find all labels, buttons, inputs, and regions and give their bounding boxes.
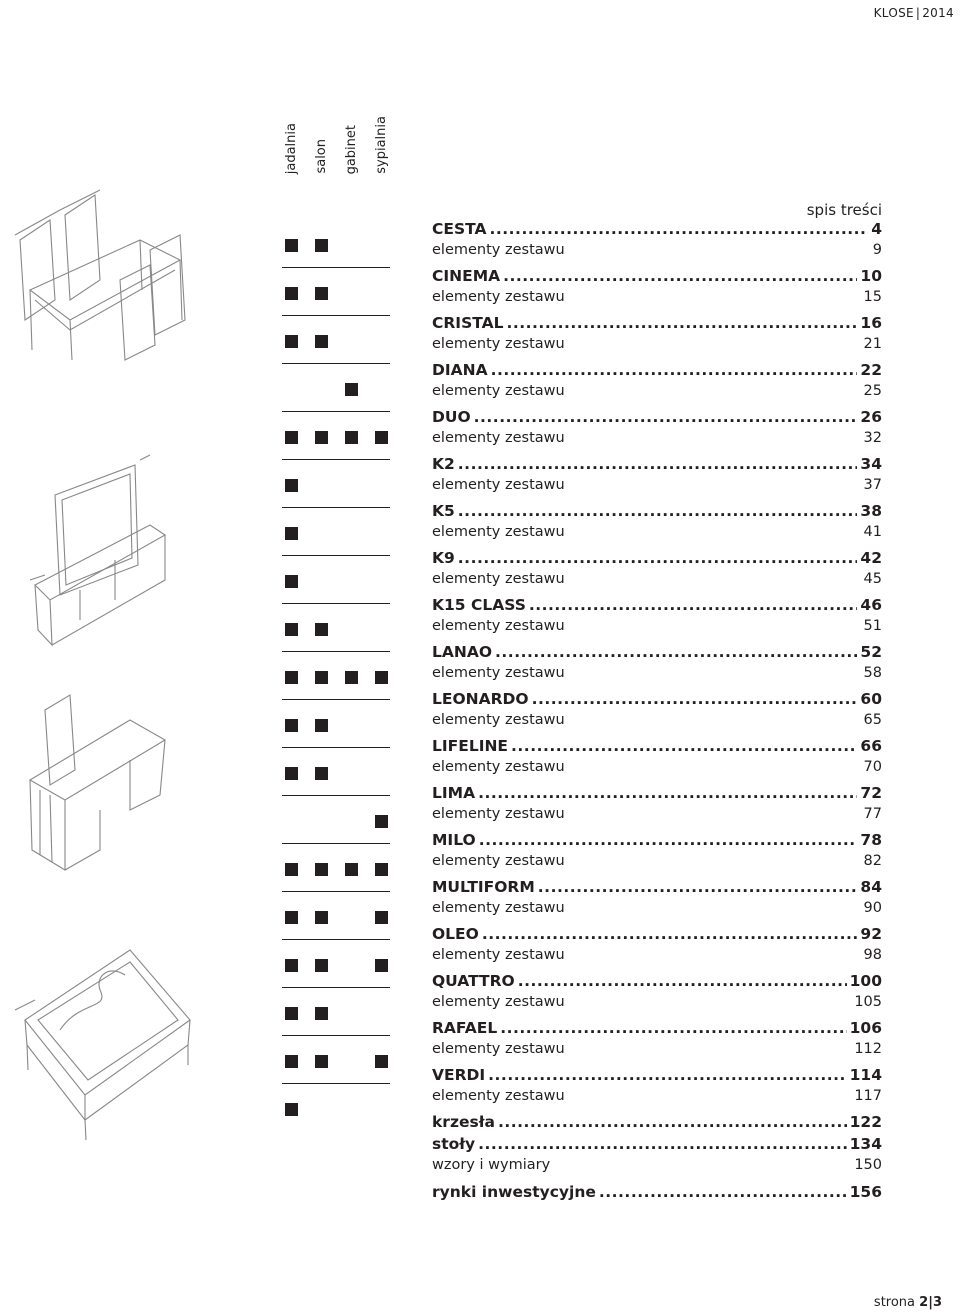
toc-entry-title[interactable] [432, 690, 882, 712]
toc-entry [432, 267, 882, 314]
entry-sub-label: elementy zestawu [432, 1088, 565, 1104]
room-marker-sypialnia [375, 431, 388, 444]
entry-name: VERDI [432, 1066, 486, 1084]
entry-sub-label: elementy zestawu [432, 289, 565, 305]
room-marker-jadalnia [285, 911, 298, 924]
entry-page: 34 [860, 455, 882, 473]
entry-page: 16 [860, 314, 882, 332]
entry-page: 4 [871, 220, 882, 238]
toc-entry-sub[interactable] [432, 618, 882, 642]
room-marker-salon [315, 1007, 328, 1020]
entry-sub-label: elementy zestawu [432, 477, 565, 493]
toc-entry-title[interactable] [432, 220, 882, 242]
toc-entry [432, 502, 882, 549]
room-marker-sypialnia [375, 1055, 388, 1068]
toc-entry-title[interactable] [432, 878, 882, 900]
toc-entry-sub[interactable] [432, 712, 882, 736]
entry-name: K2 [432, 455, 455, 473]
entry-name: OLEO [432, 925, 479, 943]
bed-sketch [15, 950, 190, 1140]
entry-page: 114 [849, 1066, 882, 1084]
toc-entry [432, 972, 882, 1019]
toc-entry-title[interactable] [432, 314, 882, 336]
matrix-row [282, 796, 390, 844]
desk-sketch [30, 695, 165, 870]
toc-extra-wzory[interactable]: wzory i wymiary 150 [432, 1157, 882, 1173]
room-marker-jadalnia [285, 1103, 298, 1116]
room-marker-jadalnia [285, 959, 298, 972]
room-marker-jadalnia [285, 527, 298, 540]
room-marker-jadalnia [285, 671, 298, 684]
toc-entry-sub[interactable] [432, 1041, 882, 1065]
entry-name: CINEMA [432, 267, 501, 285]
toc-entry [432, 831, 882, 878]
entry-name: LEONARDO [432, 690, 529, 708]
toc-entry-title[interactable] [432, 408, 882, 430]
toc-entry-sub[interactable] [432, 947, 882, 971]
toc-extra-rynki[interactable]: rynki inwestycyjne ..... 156 [432, 1183, 882, 1205]
matrix-row [282, 316, 390, 364]
entry-sub-page: 90 [863, 900, 882, 916]
room-marker-sypialnia [375, 815, 388, 828]
entry-page: 42 [860, 549, 882, 567]
entry-name: DIANA [432, 361, 488, 379]
toc-entry [432, 361, 882, 408]
column-label-jadalnia: jadalnia [284, 122, 299, 174]
toc-entry-title[interactable] [432, 1019, 882, 1041]
entry-page: 22 [860, 361, 882, 379]
room-marker-salon [315, 911, 328, 924]
toc-entry-title[interactable] [432, 925, 882, 947]
entry-sub-label: elementy zestawu [432, 383, 565, 399]
entry-page: 66 [860, 737, 882, 755]
entry-name: MULTIFORM [432, 878, 535, 896]
footer-page-left: 2 [919, 1295, 929, 1310]
footer-label: strona [873, 1295, 916, 1310]
room-marker-salon [315, 719, 328, 732]
entry-sub-label: elementy zestawu [432, 618, 565, 634]
page-footer: strona 2|3 [873, 1295, 942, 1310]
matrix-row [282, 268, 390, 316]
entry-page: 84 [860, 878, 882, 896]
room-marker-salon [315, 863, 328, 876]
matrix-row [282, 1084, 390, 1131]
room-marker-jadalnia [285, 431, 298, 444]
room-marker-jadalnia [285, 575, 298, 588]
matrix-row [282, 364, 390, 412]
entry-name: CRISTAL [432, 314, 504, 332]
toc-entry-sub[interactable] [432, 430, 882, 454]
room-marker-salon [315, 959, 328, 972]
brand-name: KLOSE [873, 6, 914, 20]
toc-entry [432, 643, 882, 690]
entry-sub-page: 58 [863, 665, 882, 681]
toc-entry [432, 455, 882, 502]
matrix-row [282, 460, 390, 508]
entry-name: MILO [432, 831, 476, 849]
toc-entry-sub[interactable] [432, 900, 882, 924]
matrix-row [282, 892, 390, 940]
room-marker-salon [315, 671, 328, 684]
entry-sub-label: elementy zestawu [432, 759, 565, 775]
matrix-row [282, 652, 390, 700]
entry-sub-label: elementy zestawu [432, 712, 565, 728]
toc-entry-sub[interactable] [432, 853, 882, 877]
toc-entry-title[interactable] [432, 784, 882, 806]
toc-entry-title[interactable] [432, 972, 882, 994]
toc-entry-sub[interactable] [432, 665, 882, 689]
toc-entry-sub[interactable] [432, 806, 882, 830]
toc-entry-sub[interactable] [432, 289, 882, 313]
toc-entry-title[interactable] [432, 596, 882, 618]
entry-page: 106 [849, 1019, 882, 1037]
entry-name: LIMA [432, 784, 476, 802]
toc-entry-title[interactable] [432, 549, 882, 571]
room-marker-jadalnia [285, 1007, 298, 1020]
toc-entry-title[interactable] [432, 737, 882, 759]
toc-entry [432, 784, 882, 831]
matrix-row [282, 700, 390, 748]
entry-name: K9 [432, 549, 455, 567]
toc-entry [432, 690, 882, 737]
entry-sub-label: elementy zestawu [432, 853, 565, 869]
entry-sub-label: elementy zestawu [432, 994, 565, 1010]
entry-sub-label: elementy zestawu [432, 242, 565, 258]
room-marker-jadalnia [285, 479, 298, 492]
room-marker-gabinet [345, 431, 358, 444]
toc-entry-sub[interactable] [432, 524, 882, 548]
toc-entry [432, 1066, 882, 1113]
brand-year: 2014 [922, 6, 954, 20]
entry-name: LIFELINE [432, 737, 509, 755]
matrix-row [282, 412, 390, 460]
matrix-row [282, 604, 390, 652]
entry-sub-page: 25 [863, 383, 882, 399]
column-label-gabinet: gabinet [344, 124, 359, 174]
matrix-row [282, 220, 390, 268]
entry-sub-page: 98 [863, 947, 882, 963]
entry-sub-label: elementy zestawu [432, 524, 565, 540]
toc-entry [432, 314, 882, 361]
toc-entry-sub[interactable] [432, 1088, 882, 1112]
matrix-row [282, 844, 390, 892]
entry-sub-label: elementy zestawu [432, 1041, 565, 1057]
toc-entries [432, 220, 882, 1113]
room-marker-jadalnia [285, 863, 298, 876]
room-marker-salon [315, 335, 328, 348]
toc-entry-sub[interactable] [432, 336, 882, 360]
room-marker-sypialnia [375, 863, 388, 876]
room-marker-jadalnia [285, 239, 298, 252]
toc-entry-title[interactable] [432, 267, 882, 289]
room-marker-jadalnia [285, 287, 298, 300]
entry-sub-label: elementy zestawu [432, 947, 565, 963]
entry-page: 38 [860, 502, 882, 520]
room-marker-salon [315, 287, 328, 300]
matrix-row [282, 508, 390, 556]
entry-sub-page: 37 [863, 477, 882, 493]
toc-entry-sub[interactable] [432, 477, 882, 501]
room-marker-sypialnia [375, 911, 388, 924]
entry-sub-page: 112 [854, 1041, 882, 1057]
entry-sub-label: elementy zestawu [432, 430, 565, 446]
room-marker-salon [315, 1055, 328, 1068]
entry-page: 78 [860, 831, 882, 849]
entry-sub-label: elementy zestawu [432, 900, 565, 916]
entry-page: 92 [860, 925, 882, 943]
entry-sub-label: elementy zestawu [432, 336, 565, 352]
room-marker-sypialnia [375, 959, 388, 972]
room-marker-salon [315, 623, 328, 636]
room-marker-jadalnia [285, 767, 298, 780]
toc-entry-title[interactable] [432, 1066, 882, 1088]
entry-name: K15 CLASS [432, 596, 526, 614]
dining-set-sketch [15, 190, 185, 360]
entry-sub-page: 32 [863, 430, 882, 446]
room-marker-sypialnia [375, 671, 388, 684]
toc-entry-title[interactable] [432, 361, 882, 383]
entry-sub-page: 51 [863, 618, 882, 634]
matrix-row [282, 748, 390, 796]
room-marker-salon [315, 239, 328, 252]
column-label-salon: salon [314, 139, 329, 174]
toc-entry [432, 1019, 882, 1066]
room-marker-gabinet [345, 863, 358, 876]
matrix-row [282, 1036, 390, 1084]
room-marker-jadalnia [285, 623, 298, 636]
entry-sub-page: 77 [863, 806, 882, 822]
entry-sub-label: elementy zestawu [432, 665, 565, 681]
toc-entry-title[interactable] [432, 643, 882, 665]
tv-cabinet-sketch [30, 455, 165, 645]
header-brand: KLOSE | 2014 [873, 6, 954, 20]
toc-entry-title[interactable] [432, 831, 882, 853]
toc-entry-sub[interactable] [432, 994, 882, 1018]
column-label-sypialnia: sypialnia [374, 116, 389, 174]
room-marker-jadalnia [285, 719, 298, 732]
toc-extra-krzesla[interactable]: krzesła ..... 122 [432, 1113, 882, 1135]
entry-name: LANAO [432, 643, 493, 661]
entry-sub-label: elementy zestawu [432, 806, 565, 822]
entry-page: 10 [860, 267, 882, 285]
entry-sub-page: 70 [863, 759, 882, 775]
toc-entry [432, 737, 882, 784]
entry-sub-label: elementy zestawu [432, 571, 565, 587]
toc-entry [432, 596, 882, 643]
entry-page: 100 [849, 972, 882, 990]
room-marker-salon [315, 431, 328, 444]
entry-sub-page: 9 [872, 242, 882, 258]
room-matrix [282, 220, 390, 1131]
entry-sub-page: 65 [863, 712, 882, 728]
toc-entry [432, 220, 882, 267]
entry-page: 60 [860, 690, 882, 708]
room-marker-gabinet [345, 383, 358, 396]
entry-sub-page: 41 [863, 524, 882, 540]
entry-sub-page: 21 [863, 336, 882, 352]
entry-name: DUO [432, 408, 471, 426]
toc-entry [432, 878, 882, 925]
matrix-row [282, 940, 390, 988]
entry-sub-page: 45 [863, 571, 882, 587]
entry-page: 46 [860, 596, 882, 614]
toc-entry [432, 925, 882, 972]
room-marker-salon [315, 767, 328, 780]
room-marker-jadalnia [285, 335, 298, 348]
toc-title: spis treści [806, 201, 882, 219]
entry-sub-page: 15 [863, 289, 882, 305]
footer-page-right: 3 [932, 1295, 942, 1310]
entry-page: 26 [860, 408, 882, 426]
toc-entry-sub[interactable] [432, 383, 882, 407]
matrix-row [282, 988, 390, 1036]
entry-page: 72 [860, 784, 882, 802]
entry-sub-page: 82 [863, 853, 882, 869]
entry-name: QUATTRO [432, 972, 515, 990]
toc-entry-sub[interactable] [432, 242, 882, 266]
toc-entry [432, 549, 882, 596]
room-marker-gabinet [345, 671, 358, 684]
matrix-row [282, 556, 390, 604]
table-of-contents [432, 220, 882, 1205]
toc-entry-title[interactable] [432, 502, 882, 524]
entry-sub-page: 105 [854, 994, 882, 1010]
furniture-sketch-illustration [0, 0, 260, 1316]
toc-entry-sub[interactable] [432, 759, 882, 783]
entry-name: RAFAEL [432, 1019, 498, 1037]
toc-entry-title[interactable] [432, 455, 882, 477]
toc-extra-stoly[interactable]: stoły ..... 134 [432, 1135, 882, 1157]
entry-page: 52 [860, 643, 882, 661]
entry-name: CESTA [432, 220, 487, 238]
toc-entry-sub[interactable] [432, 571, 882, 595]
toc-entry [432, 408, 882, 455]
entry-sub-page: 117 [854, 1088, 882, 1104]
entry-name: K5 [432, 502, 455, 520]
room-marker-jadalnia [285, 1055, 298, 1068]
